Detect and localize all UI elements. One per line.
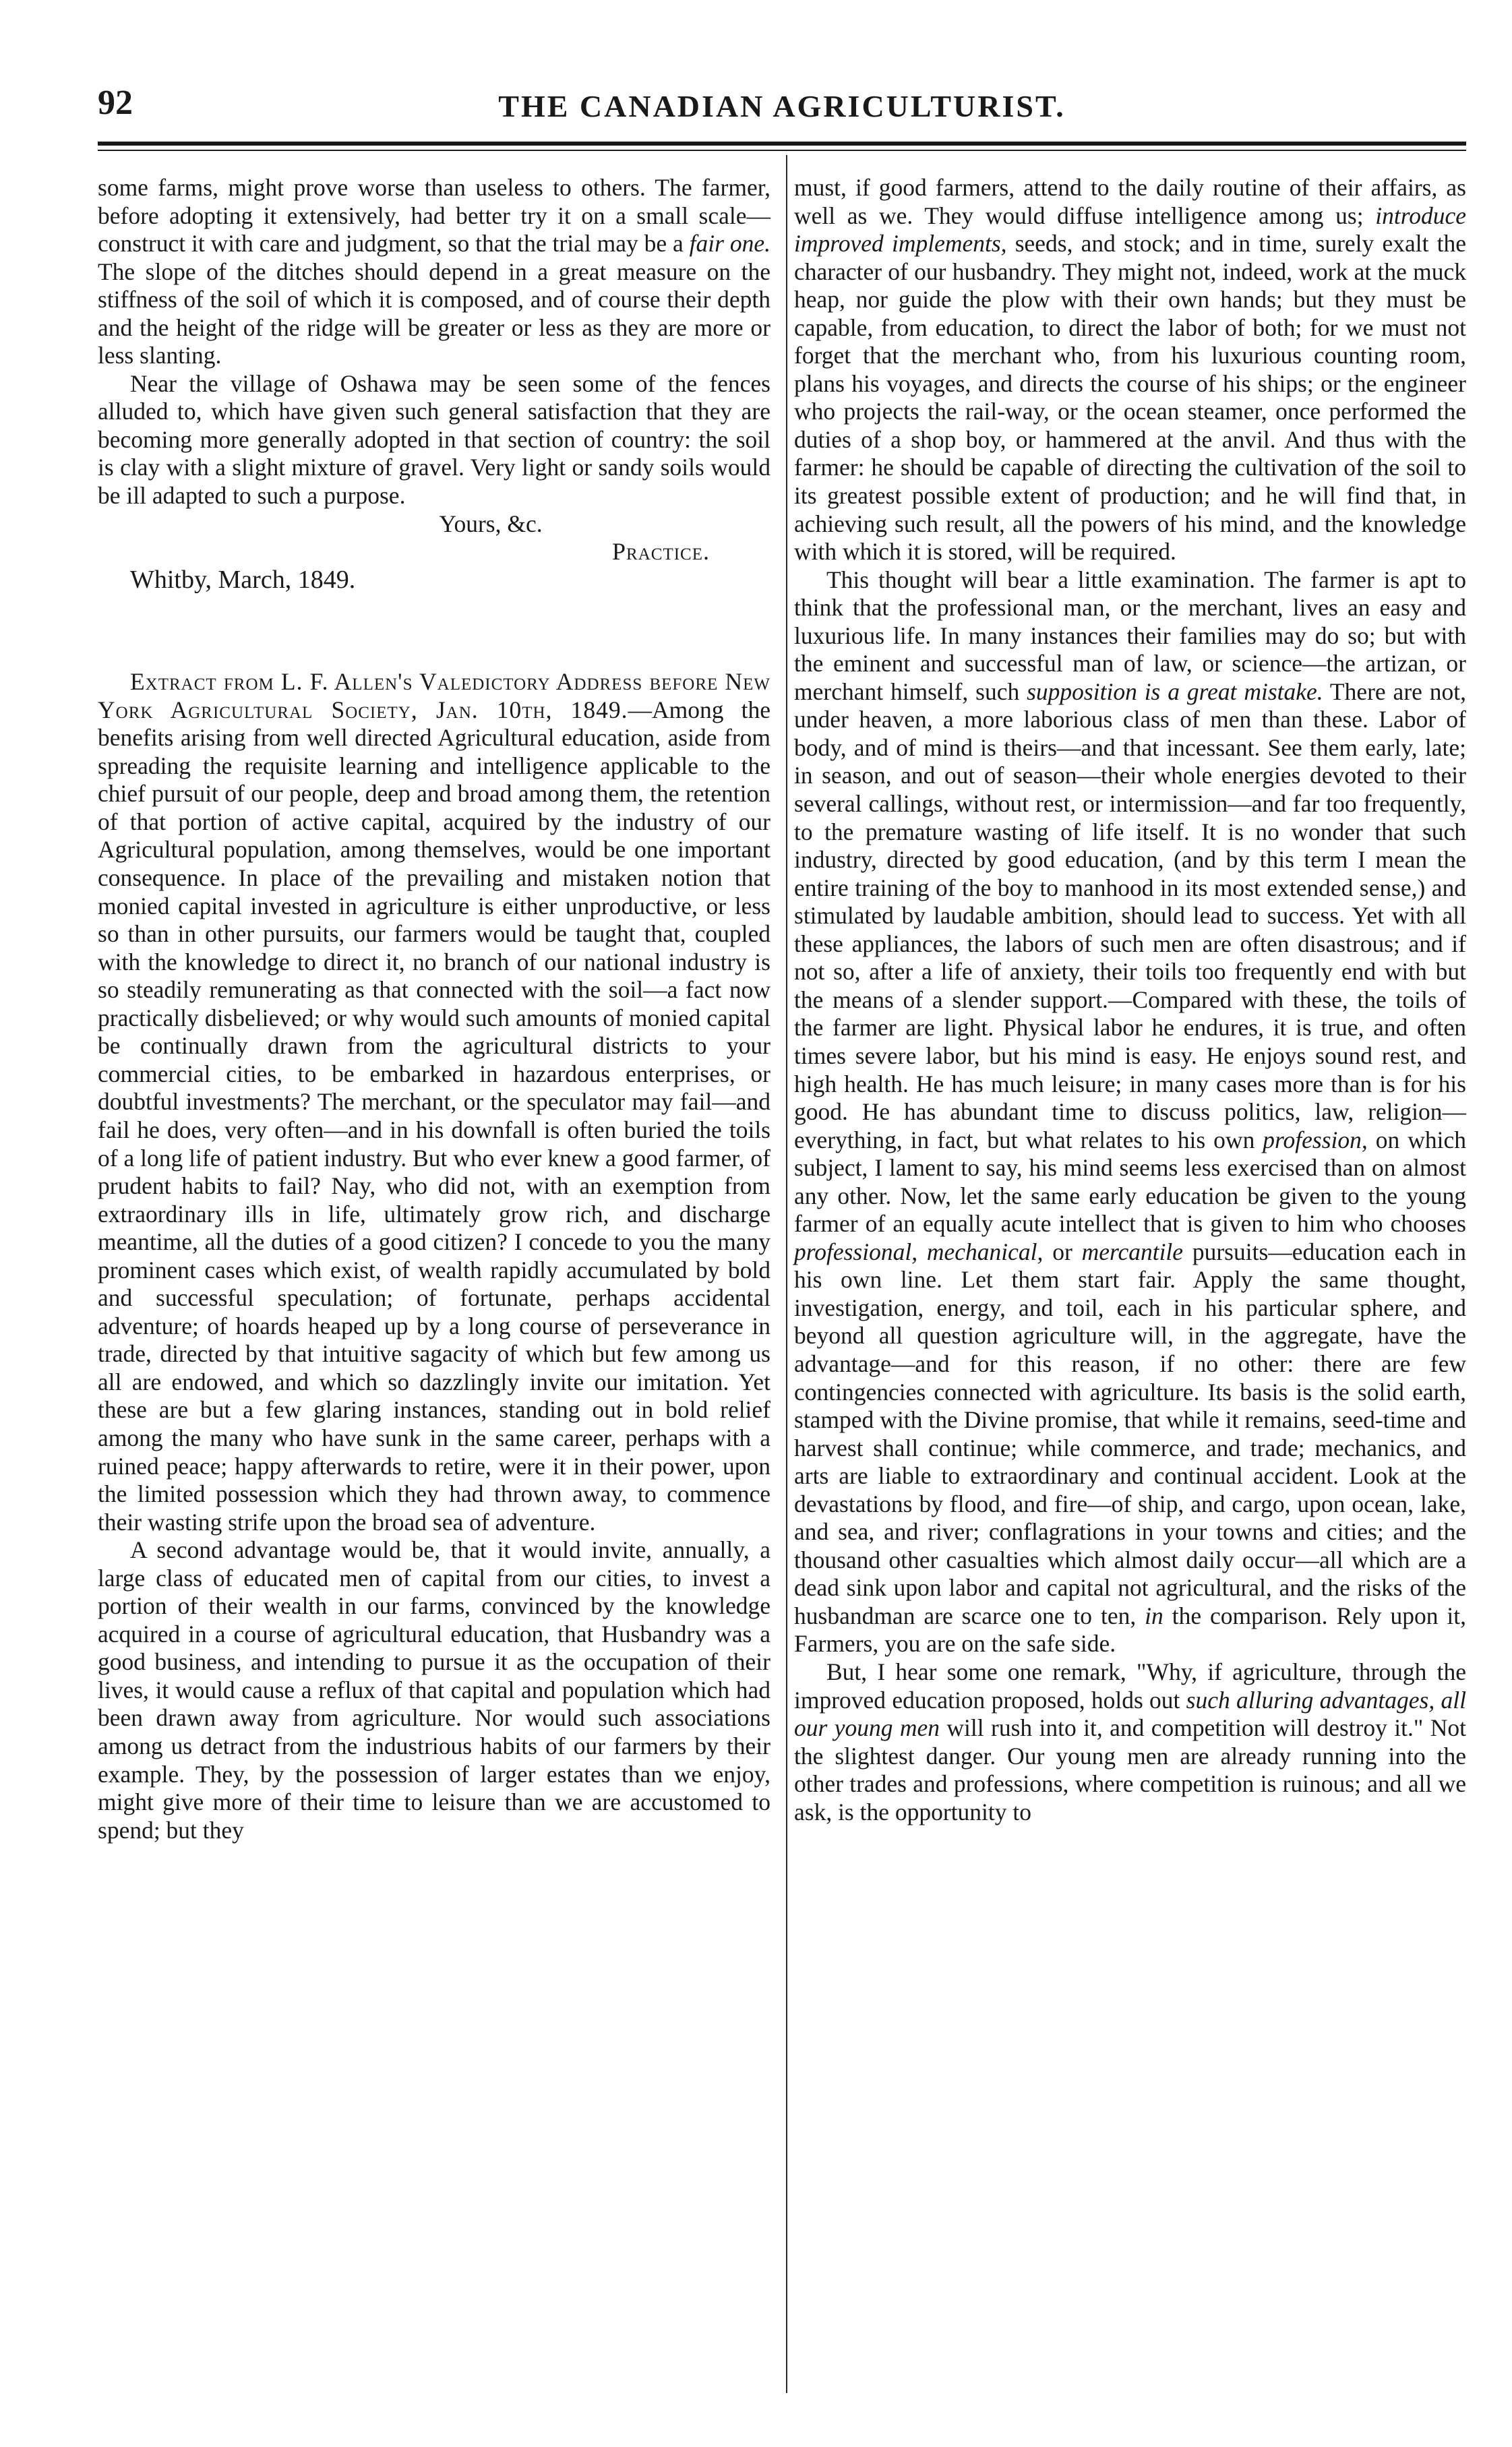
italic-text: profession, — [1263, 1126, 1368, 1153]
section-gap — [98, 594, 770, 668]
signature: Practice. — [612, 538, 710, 566]
right-column — [794, 174, 1466, 1826]
signoff: Yours, &c. — [439, 510, 543, 537]
italic-text: introduce improved implements, — [794, 202, 1466, 258]
text-run: —Among the benefits arising from well directed Agricultural education, aside from spreading the requisite learning and intelligence applicable to the chief pursuit of our people, deep and broad among them, the retention of that portion of active capital, acquired by the industry of our Agricultural population, among themselves, would be one important consequence. In place of the prevailing and mistaken notion that monied capital invested in agriculture is either unproductive, or less so than in other pursuits, our farmers would be taught that, coupled with the knowledge to direct it, no branch of our national industry is so steadily remunerating as that connected with the soil—a fact now practically disbelieved; or why would such amounts of monied capital be continually drawn from the agricultural districts to your commercial cities, to be embarked in hazardous enterprises, or doubtful investments? The merchant, or the speculator may fail—and fail he does, very often—and in his downfall is often buried the toils of a long life of patient industry. But who ever knew a good farmer, of prudent habits to fail? Nay, who did not, with an exemption from extraordinary ills in life, ultimately grow rich, and discharge meantime, all the duties of a good citizen? I concede to you the many prominent cases which exist, of wealth rapidly accumulated by bold and successful speculation; of fortunate, perhaps accidental adventure; of hoards heaped up by a long course of perseverance in trade, directed by that intuitive sagacity of which but few among us all are endowed, and which so dazzlingly invite our imitation. Yet these are but a few glaring instances, standing out in bold relief among the many who have sunk in the same career, perhaps with a ruined peace; happy afterwards to retire, were it in their power, upon the limited possession which they had thrown away, to commence their wasting strife upon the broad sea of adventure. — [98, 696, 771, 1536]
running-title: THE CANADIAN AGRICULTURIST. — [498, 89, 1066, 123]
text-run: There are not, under heaven, a more laborious class of men than these. Labor of body, and of mind is theirs—and that incessant. See them early, late; in season, and out of season—their whole energies devoted to their several callings, without rest, or intermission—and far too frequently, to the premature wasting of life itself. It is no wonder that such industry, directed by good education, (and by this term I mean the entire training of the boy to manhood in its most extended sense,) and stimulated by laudable ambition, should lead to success. Yet with all these appliances, the labors of such men are often disastrous; and if not so, after a life of anxiety, their toils too frequently end with but the means of a slender support.—Compared with these, the toils of the farmer are light. Physical labor he endures, it is true, and often times severe labor, but his mind is easy. He enjoys sound rest, and high health. He has much leisure; in many cases more than is for his good. He has abundant time to discuss politics, law, religion—everything, in fact, but what relates to his own — [794, 677, 1466, 1153]
extract-heading: Extract from L. F. Allen's Valedictory Address before New York Agricultural Society, Jan. 10th, 1849. — [98, 668, 770, 723]
header-rule-thick — [98, 142, 1466, 146]
text-run: will rush into it, and competition will destroy it." Not the slightest danger. Our young men are already running into the other trades and professions, where competition is ruinous; and all we ask, is the opportunity to — [794, 1714, 1466, 1825]
italic-text: fair one. — [689, 230, 770, 258]
paragraph: A second advantage would be, that it would invite, annually, a large class of educated men of capital from our cities, to invest a portion of their wealth in our farms, convinced by the knowledge acquired in a course of agricultural education, that Husbandry was a good business, and intending to pursue it as the occupation of their lives, it would cause a reflux of that capital and population which had been drawn away from agriculture. Nor would such associations among us detract from the industrious habits of our farmers by their example. They, by the possession of larger estates than we enjoy, might give more of their time to leisure than we are accustomed to spend; but they — [98, 1536, 770, 1844]
paragraph — [794, 174, 1466, 566]
text-run: But, I hear some one remark, "Why, if agriculture, through the improved education proposed, holds out — [794, 1658, 1466, 1714]
text-run: must, if good farmers, attend to the daily routine of their affairs, as well as we. They would diffuse intelligence among us; — [794, 174, 1466, 229]
left-column — [98, 174, 770, 1844]
text-run: some farms, might prove worse than useless to others. The farmer, before adopting it extensively, had better try it on a small scale—construct it with care and judgment, so that the trial may be a — [98, 174, 770, 258]
italic-text: such alluring advantages, all our young men — [794, 1686, 1466, 1742]
paragraph — [98, 174, 770, 370]
paragraph — [794, 566, 1466, 1658]
text-run: pursuits—education each in his own line. Let them start fair. Apply the same thought, investigation, energy, and toil, each in his particular sphere, and beyond all question agriculture will, in the aggregate, have the advantage—and for this reason, if no other: there are few contingencies connected with agriculture. Its basis is the solid earth, stamped with the Divine promise, that while it remains, seed-time and harvest shall continue; while commerce, and trade; mechanics, and arts are liable to extraordinary and continual accident. Look at the devastations by flood, and fire—of ship, and cargo, upon ocean, lake, and sea, and river; conflagrations in your towns and cities; and the thousand other casualties which almost daily occur—all which are a dead sink upon labor and capital not agricultural, and the risks of the husbandman are scarce one to ten, — [794, 1238, 1466, 1629]
page-number: 92 — [98, 84, 133, 122]
column-divider — [786, 155, 787, 2393]
paragraph — [794, 1658, 1466, 1826]
text-run: The slope of the ditches should depend in a great measure on the stiffness of the soil of which it is composed, and of course their depth and the height of the ridge will be greater or less as they are more or less slanting. — [98, 258, 770, 369]
italic-text: in — [1145, 1602, 1163, 1629]
paragraph — [98, 668, 770, 1536]
italic-text: supposition is a great mistake. — [1027, 677, 1323, 705]
text-run: or — [1043, 1238, 1082, 1265]
text-run: on which subject, I lament to say, his mind seems less exercised than on almost any other. Now, let the same early education be given to the young farmer of an equally acute intellect that is given to him who chooses — [794, 1126, 1466, 1238]
paragraph: Near the village of Oshawa may be seen some of the fences alluded to, which have given such general satisfaction that they are becoming more generally adopted in that section of country: the soil is clay with a slight mixture of gravel. Very light or sandy soils would be ill adapted to such a purpose. — [98, 369, 770, 510]
text-run: This thought will bear a little examination. The farmer is apt to think that the professional man, or the merchant, lives an easy and luxurious life. In many instances their families may do so; but with the eminent and successful man of law, or science—the artizan, or merchant himself, such — [794, 566, 1466, 705]
header-rule-thin — [98, 150, 1466, 151]
text-run: the comparison. Rely upon it, Farmers, you are on the safe side. — [794, 1602, 1466, 1658]
italic-text: mercantile — [1081, 1238, 1184, 1265]
italic-text: professional, mechanical, — [794, 1238, 1044, 1265]
place-date: Whitby, March, 1849. — [130, 565, 356, 594]
text-run: seeds, and stock; and in time, surely exalt the character of our husbandry. They might not, indeed, work at the muck heap, nor guide the plow with their own hands; but they must be capable, from education, to direct the labor of both; for we must not forget that the merchant who, from his luxurious counting room, plans his voyages, and directs the course of his ships; or the engineer who projects the rail-way, or the ocean steamer, once performed the duties of a shop boy, or hammered at the anvil. And thus with the farmer: he should be capable of directing the cultivation of the soil to its greatest possible extent of production; and he will find that, in achieving such result, all the powers of his mind, and the knowledge with which it is stored, will be required. — [794, 230, 1467, 566]
page-header — [98, 71, 1466, 131]
